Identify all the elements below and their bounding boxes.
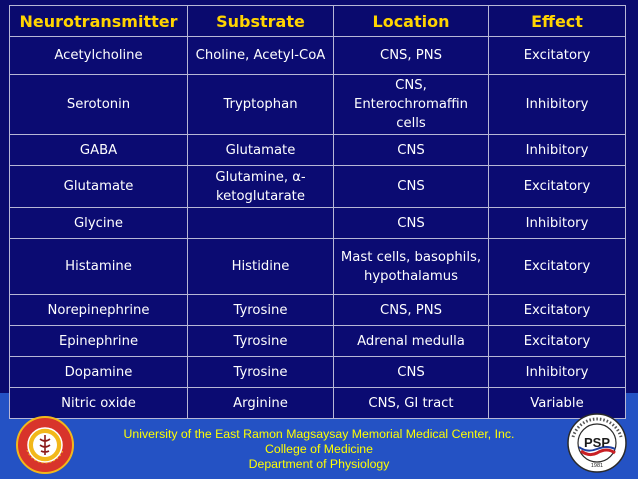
cell-effect: Variable bbox=[489, 388, 626, 419]
cell-location: CNS bbox=[334, 135, 489, 166]
cell-neurotransmitter: Norepinephrine bbox=[10, 295, 188, 326]
cell-location: CNS, PNS bbox=[334, 295, 489, 326]
footer-college: College of Medicine bbox=[264, 442, 373, 456]
table-row bbox=[10, 357, 626, 388]
table-row bbox=[10, 135, 626, 166]
table-row bbox=[10, 208, 626, 239]
neurotransmitter-table bbox=[9, 5, 626, 419]
cell-effect: Excitatory bbox=[489, 37, 626, 75]
cell-effect: Excitatory bbox=[489, 326, 626, 357]
cell-effect: Inhibitory bbox=[489, 135, 626, 166]
cell-neurotransmitter: Dopamine bbox=[10, 357, 188, 388]
table-row bbox=[10, 295, 626, 326]
cell-location: CNS, GI tract bbox=[334, 388, 489, 419]
cell-neurotransmitter: Acetylcholine bbox=[10, 37, 188, 75]
cell-location: Mast cells, basophils, hypothalamus bbox=[334, 239, 489, 295]
header-effect: Effect bbox=[489, 6, 626, 37]
header-substrate: Substrate bbox=[188, 6, 334, 37]
cell-location: CNS, PNS bbox=[334, 37, 489, 75]
cell-location: CNS bbox=[334, 208, 489, 239]
footer-department: Department of Physiology bbox=[248, 457, 390, 471]
cell-neurotransmitter: Nitric oxide bbox=[10, 388, 188, 419]
header-neurotransmitter: Neurotransmitter bbox=[10, 6, 188, 37]
cell-location: CNS, Enterochromaffin cells bbox=[334, 75, 489, 135]
cell-substrate: Tyrosine bbox=[188, 295, 334, 326]
cell-substrate: Tyrosine bbox=[188, 357, 334, 388]
cell-effect: Excitatory bbox=[489, 166, 626, 208]
table-row bbox=[10, 75, 626, 135]
cell-substrate: Tyrosine bbox=[188, 326, 334, 357]
cell-effect: Excitatory bbox=[489, 295, 626, 326]
cell-neurotransmitter: Histamine bbox=[10, 239, 188, 295]
table-row bbox=[10, 326, 626, 357]
table-row bbox=[10, 166, 626, 208]
cell-neurotransmitter: Epinephrine bbox=[10, 326, 188, 357]
table-row bbox=[10, 388, 626, 419]
cell-substrate: Tryptophan bbox=[188, 75, 334, 135]
cell-effect: Inhibitory bbox=[489, 75, 626, 135]
cell-effect: Excitatory bbox=[489, 239, 626, 295]
psp-year: 1981 bbox=[590, 463, 604, 469]
table-row bbox=[10, 37, 626, 75]
cell-substrate bbox=[188, 208, 334, 239]
cell-location: Adrenal medulla bbox=[334, 326, 489, 357]
cell-substrate: Arginine bbox=[188, 388, 334, 419]
cell-effect: Inhibitory bbox=[489, 357, 626, 388]
cell-location: CNS bbox=[334, 166, 489, 208]
cell-neurotransmitter: Glycine bbox=[10, 208, 188, 239]
cell-location: CNS bbox=[334, 357, 489, 388]
footer-text bbox=[0, 427, 638, 472]
cell-neurotransmitter: GABA bbox=[10, 135, 188, 166]
psp-initials: PSP bbox=[583, 435, 611, 450]
cell-neurotransmitter: Serotonin bbox=[10, 75, 188, 135]
cell-effect: Inhibitory bbox=[489, 208, 626, 239]
cell-substrate: Choline, Acetyl-CoA bbox=[188, 37, 334, 75]
header-location: Location bbox=[334, 6, 489, 37]
cell-substrate: Glutamine, α-ketoglutarate bbox=[188, 166, 334, 208]
cell-substrate: Glutamate bbox=[188, 135, 334, 166]
cell-neurotransmitter: Glutamate bbox=[10, 166, 188, 208]
footer-university: University of the East Ramon Magsaysay Memorial Medical Center, Inc. bbox=[123, 427, 515, 441]
table-row bbox=[10, 239, 626, 295]
table-header-row bbox=[10, 6, 626, 37]
cell-substrate: Histidine bbox=[188, 239, 334, 295]
